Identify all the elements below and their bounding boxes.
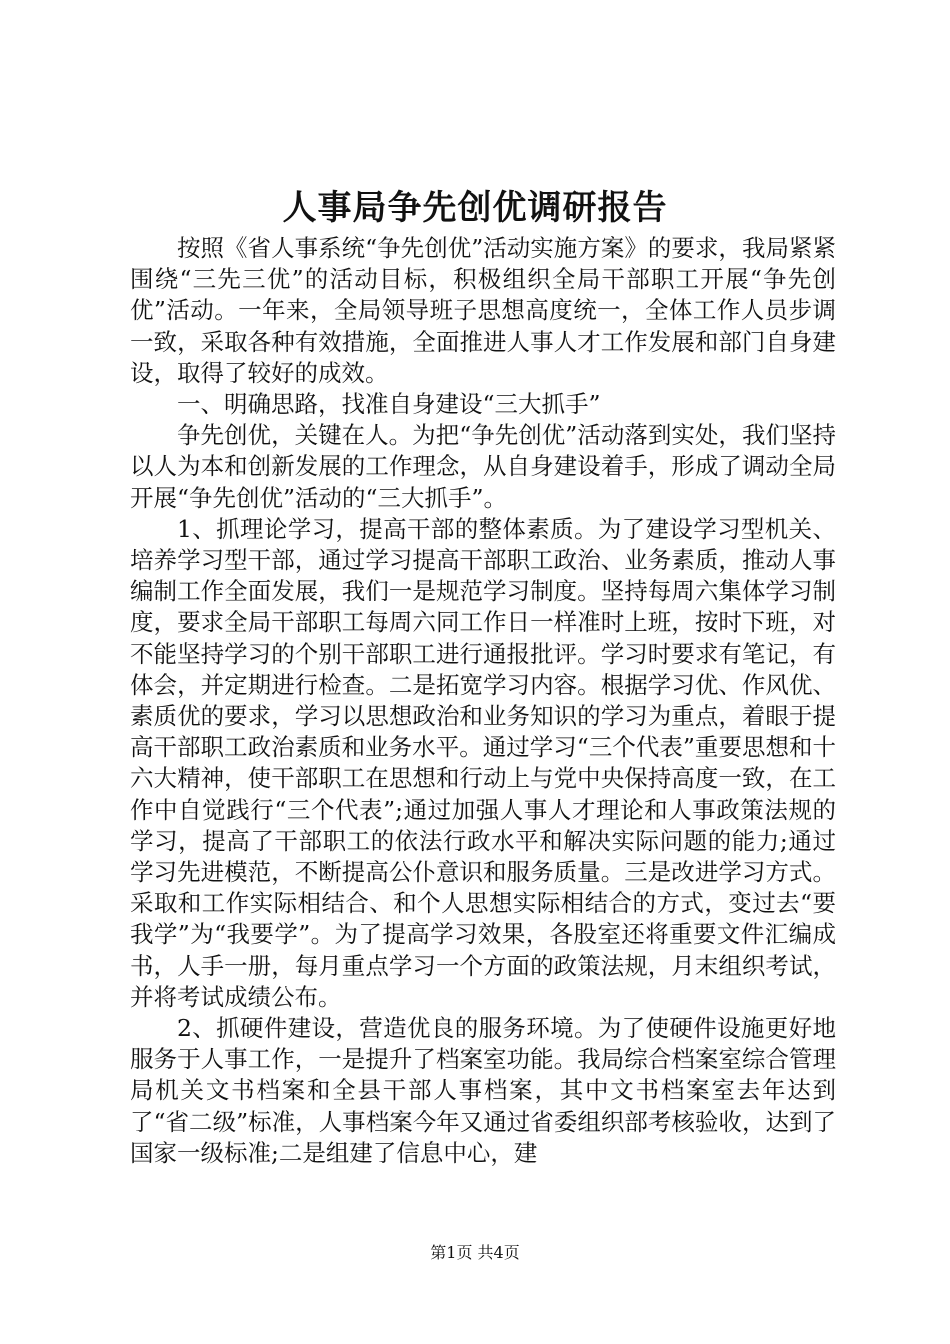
item-1-paragraph: 1、抓理论学习，提高干部的整体素质。为了建设学习型机关、培养学习型干部，通过学习提高干部职工政治、业务素质，推动人事编制工作全面发展，我们一是规范学习制度。坚持每周六集体学习制度，要求全局干部职工每周六同工作日一样准时上班，按时下班，对不能坚持学习的个别干部职工进行通报批评。学习时要求有笔记，有体会，并定期进行检查。二是拓宽学习内容。根据学习优、作风优、素质优的要求，学习以思想政治和业务知识的学习为重点，着眼于提高干部职工政治素质和业务水平。通过学习“三个代表”重要思想和十六大精神，使干部职工在思想和行动上与党中央保持高度一致，在工作中自觉践行“三个代表”;通过加强人事人才理论和人事政策法规的学习，提高了干部职工的依法行政水平和解决实际问题的能力;通过学习先进模范，不断提高公仆意识和服务质量。三是改进学习方式。采取和工作实际相结合、和个人思想实际相结合的方式，变过去“要我学”为“我要学”。为了提高学习效果，各股室还将重要文件汇编成书，人手一册，每月重点学习一个方面的政策法规，月末组织考试，并将考试成绩公布。: [130, 514, 836, 1011]
document-body: [130, 233, 836, 1169]
intro-paragraph: 按照《省人事系统“争先创优”活动实施方案》的要求，我局紧紧围绕“三先三优”的活动目标，积极组织全局干部职工开展“争先创优”活动。一年来，全局领导班子思想高度统一，全体工作人员步调一致，采取各种有效措施，全面推进人事人才工作发展和部门自身建设，取得了较好的成效。: [130, 234, 836, 387]
document-title: 人事局争先创优调研报告: [282, 188, 668, 228]
section-heading: 一、明确思路，找准自身建设“三大抓手”: [177, 390, 601, 419]
item-2-paragraph: 2、抓硬件建设，营造优良的服务环境。为了使硬件设施更好地服务于人事工作，一是提升了档案室功能。我局综合档案室综合管理局机关文书档案和全县干部人事档案，其中文书档案室去年达到了“省二级”标准，人事档案今年又通过省委组织部考核验收，达到了国家一级标准;二是组建了信息中心，建: [130, 1014, 836, 1167]
page-indicator: 第1页 共4页: [430, 1243, 520, 1262]
page-footer: [0, 1241, 950, 1265]
section-intro-paragraph: 争先创优，关键在人。为把“争先创优”活动落到实处，我们坚持以人为本和创新发展的工作理念，从自身建设着手，形成了调动全局开展“争先创优”活动的“三大抓手”。: [130, 421, 836, 512]
